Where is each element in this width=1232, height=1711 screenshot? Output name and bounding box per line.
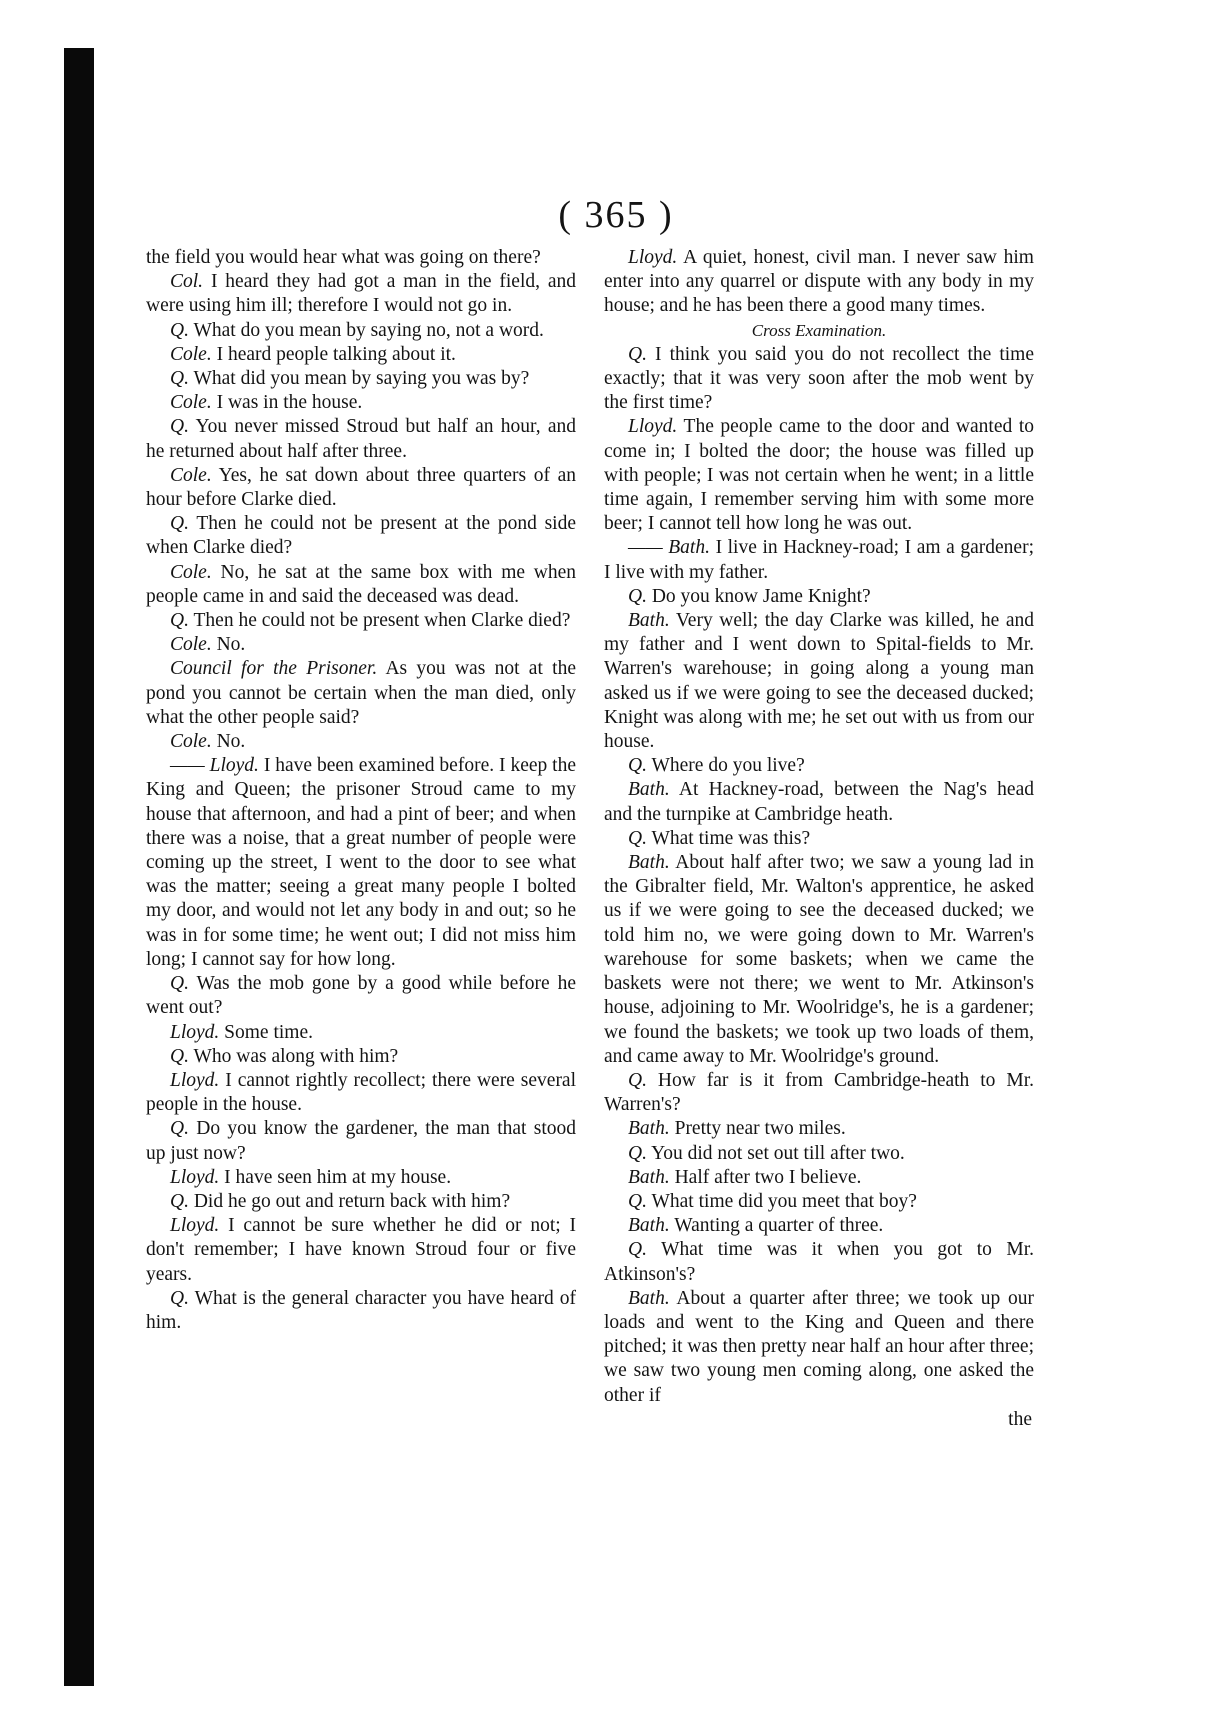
testimony-text: Wanting a quarter of three.	[674, 1215, 884, 1237]
testimony-paragraph	[146, 343, 576, 367]
testimony-paragraph	[604, 1190, 1034, 1214]
testimony-paragraph	[146, 1069, 576, 1117]
speaker-name: Q.	[628, 1069, 647, 1091]
testimony-text: I cannot rightly recollect; there were several people in the house.	[146, 1069, 577, 1116]
testimony-text: Do you know Jame Knight?	[651, 585, 871, 607]
speaker-name: Q.	[170, 319, 189, 341]
testimony-text: Was the mob gone by a good while before he went out?	[146, 973, 576, 1019]
testimony-text: What time did you meet that boy?	[651, 1190, 917, 1212]
speaker-name: Lloyd.	[170, 1069, 220, 1091]
testimony-text: At Hackney-road, between the Nag's head and the turnpike at Cambridge heath.	[604, 779, 1034, 825]
testimony-text: Pretty near two miles.	[674, 1118, 846, 1140]
testimony-text: No.	[216, 634, 246, 656]
testimony-paragraph	[146, 270, 576, 318]
testimony-text: I was in the house.	[216, 392, 363, 414]
speaker-name: Q.	[170, 610, 189, 632]
testimony-text: A quiet, honest, civil man. I never saw him enter into any quarrel or dispute with any body in my house; and he has been there a good many times.	[604, 247, 1034, 317]
speaker-name: Lloyd.	[170, 1166, 220, 1188]
testimony-paragraph	[604, 1214, 1034, 1238]
testimony-paragraph	[146, 367, 576, 391]
speaker-name: Lloyd.	[628, 416, 678, 438]
speaker-name: Q.	[170, 1045, 189, 1067]
speaker-name: Cole.	[170, 464, 212, 486]
testimony-paragraph	[146, 512, 576, 560]
speaker-name: Q.	[170, 416, 189, 438]
speaker-name: Bath.	[628, 852, 670, 874]
testimony-paragraph	[604, 1069, 1034, 1117]
speaker-name: Cole.	[170, 634, 212, 656]
testimony-paragraph	[604, 1142, 1034, 1166]
testimony-paragraph	[146, 1045, 576, 1069]
testimony-paragraph	[146, 657, 576, 730]
speaker-name: Q.	[170, 1190, 189, 1212]
testimony-paragraph	[604, 827, 1034, 851]
testimony-text: About a quarter after three; we took up our loads and went to the King and Queen and there pitched; it was then pretty near half an hour after three; we saw two young men coming along, one asked the other if	[604, 1287, 1034, 1406]
testimony-text: What do you mean by saying no, not a word.	[193, 319, 544, 341]
testimony-paragraph	[146, 561, 576, 609]
testimony-paragraph	[146, 415, 576, 463]
testimony-text: I have seen him at my house.	[224, 1166, 452, 1188]
testimony-paragraph	[604, 1287, 1034, 1408]
testimony-paragraph	[146, 730, 576, 754]
speaker-name: Lloyd.	[628, 247, 678, 268]
speaker-name: Q.	[170, 368, 189, 390]
testimony-text: Then he could not be present at the pond side when Clarke died?	[146, 513, 577, 559]
testimony-text: What time was this?	[651, 827, 811, 849]
speaker-name: Bath.	[628, 1118, 670, 1140]
testimony-paragraph	[604, 536, 1034, 584]
speaker-name: Q.	[170, 513, 189, 535]
testimony-paragraph	[604, 246, 1034, 319]
testimony-text: Where do you live?	[651, 755, 805, 777]
speaker-name: Bath.	[628, 1166, 670, 1188]
testimony-text: As you was not at the pond you cannot be certain when the man died, only what the other people said?	[146, 658, 576, 728]
testimony-paragraph	[146, 1214, 576, 1287]
testimony-paragraph	[146, 1021, 576, 1045]
speaker-name: Bath.	[628, 1215, 670, 1237]
speaker-name: Cole.	[170, 392, 212, 414]
speaker-name: Q.	[628, 1190, 647, 1212]
speaker-name: Cole.	[170, 731, 212, 753]
testimony-text: What is the general character you have heard of him.	[146, 1287, 576, 1333]
speaker-name: Q.	[170, 973, 189, 995]
speaker-name: —— Bath.	[628, 537, 710, 559]
speaker-name: Cole.	[170, 561, 212, 583]
testimony-text: What did you mean by saying you was by?	[193, 368, 530, 390]
testimony-paragraph	[146, 464, 576, 512]
testimony-text: No, he sat at the same box with me when people came in and said the deceased was dead.	[146, 561, 577, 607]
testimony-text: The people came to the door and wanted to come in; I bolted the door; the house was filled up with people; I was not certain when he went; in a little time again, I remember serving him with some more beer; I cannot tell how long he was out.	[604, 416, 1034, 535]
testimony-text: Some time.	[224, 1021, 313, 1043]
catchword: the	[1008, 1408, 1032, 1430]
testimony-paragraph	[146, 1287, 576, 1335]
testimony-text: Did he go out and return back with him?	[193, 1190, 511, 1212]
speaker-name: Col.	[170, 271, 204, 293]
testimony-paragraph	[604, 754, 1034, 778]
testimony-text: Half after two I believe.	[674, 1166, 862, 1188]
testimony-text: I heard people talking about it.	[216, 343, 456, 365]
testimony-paragraph	[604, 415, 1034, 536]
speaker-name: Lloyd.	[170, 1021, 220, 1043]
testimony-paragraph	[146, 609, 576, 633]
testimony-text: Do you know the gardener, the man that stood up just now?	[146, 1118, 576, 1164]
testimony-text: You did not set out till after two.	[651, 1142, 905, 1164]
testimony-text: No.	[216, 731, 246, 753]
left-column	[146, 246, 576, 1335]
testimony-paragraph	[604, 778, 1034, 826]
speaker-name: Bath.	[628, 779, 670, 801]
speaker-name: Bath.	[628, 1287, 670, 1309]
speaker-name: Q.	[170, 1287, 189, 1309]
right-column	[604, 246, 1034, 1432]
testimony-text: I live in Hackney-road; I am a gardener; I live with my father.	[604, 537, 1034, 583]
testimony-paragraph	[146, 391, 576, 415]
testimony-text: About half after two; we saw a young lad in the Gibralter field, Mr. Walton's apprentice, he asked us if we were going to see the deceased ducked; we told him no, we were going down to Mr. Warren's warehouse for some baskets; when we came the baskets were not there; we went to Mr. Atkinson's house, adjoining to Mr. Woolridge's, he is a gardener; we found the baskets; we took up two loads of them, and came away to Mr. Woolridge's ground.	[604, 852, 1034, 1067]
testimony-text: I have been examined before. I keep the King and Queen; the prisoner Stroud came to my house that afternoon, and had a pint of beer; and when there was a noise, that a great number of people were coming up the street, I went to the door to see what was the matter; seeing a great many people I bolted my door, and would not let any body in and out; so he was in for some time; he went out; I did not miss him long; I cannot say for how long.	[146, 755, 576, 970]
testimony-text: the field you would hear what was going on there?	[146, 247, 541, 268]
testimony-paragraph	[146, 246, 576, 270]
testimony-text: Very well; the day Clarke was killed, he and my father and I went down to Spital-fields to Mr. Warren's warehouse; in going along a young man asked us if we were going to see the deceased ducked; Knight was along with me; he set out with us from our house.	[604, 610, 1034, 753]
page-number: ( 365 )	[558, 194, 674, 236]
testimony-paragraph	[604, 343, 1034, 416]
testimony-paragraph	[146, 319, 576, 343]
testimony-paragraph	[146, 1166, 576, 1190]
speaker-name: Lloyd.	[170, 1215, 220, 1237]
testimony-paragraph	[146, 1117, 576, 1165]
testimony-paragraph	[146, 972, 576, 1020]
speaker-name: Council for the Prisoner.	[170, 658, 378, 680]
testimony-text: Then he could not be present when Clarke died?	[193, 610, 571, 632]
testimony-text: I heard they had got a man in the field, and were using him ill; therefore I would not go in.	[146, 271, 576, 317]
testimony-paragraph	[146, 1190, 576, 1214]
speaker-name: Cole.	[170, 343, 212, 365]
speaker-name: Bath.	[628, 610, 670, 632]
speaker-name: Q.	[170, 1118, 189, 1140]
testimony-text: Yes, he sat down about three quarters of an hour before Clarke died.	[146, 464, 576, 511]
testimony-text: What time was it when you got to Mr. Atkinson's?	[604, 1239, 1034, 1285]
testimony-text: I cannot be sure whether he did or not; I don't remember; I have known Stroud four or five years.	[146, 1215, 576, 1285]
testimony-paragraph	[146, 754, 576, 972]
speaker-name: Q.	[628, 755, 647, 777]
testimony-paragraph	[604, 1238, 1034, 1286]
speaker-name: Q.	[628, 1142, 647, 1164]
section-heading: Cross Examination.	[751, 320, 887, 340]
speaker-name: Q.	[628, 1239, 647, 1261]
speaker-name: —— Lloyd.	[170, 755, 259, 777]
speaker-name: Q.	[628, 343, 647, 365]
testimony-text: You never missed Stroud but half an hour, and he returned about half after three.	[146, 416, 576, 462]
page-binding-edge	[64, 48, 94, 1686]
speaker-name: Q.	[628, 827, 647, 849]
testimony-paragraph	[604, 851, 1034, 1069]
testimony-paragraph	[604, 1166, 1034, 1190]
testimony-text: Who was along with him?	[193, 1045, 399, 1067]
testimony-paragraph	[146, 633, 576, 657]
testimony-paragraph	[604, 1117, 1034, 1141]
testimony-paragraph	[604, 585, 1034, 609]
testimony-text: How far is it from Cambridge-heath to Mr. Warren's?	[604, 1069, 1034, 1116]
testimony-paragraph	[604, 609, 1034, 754]
speaker-name: Q.	[628, 585, 647, 607]
testimony-text: I think you said you do not recollect the time exactly; that it was very soon after the mob went by the first time?	[604, 343, 1035, 414]
